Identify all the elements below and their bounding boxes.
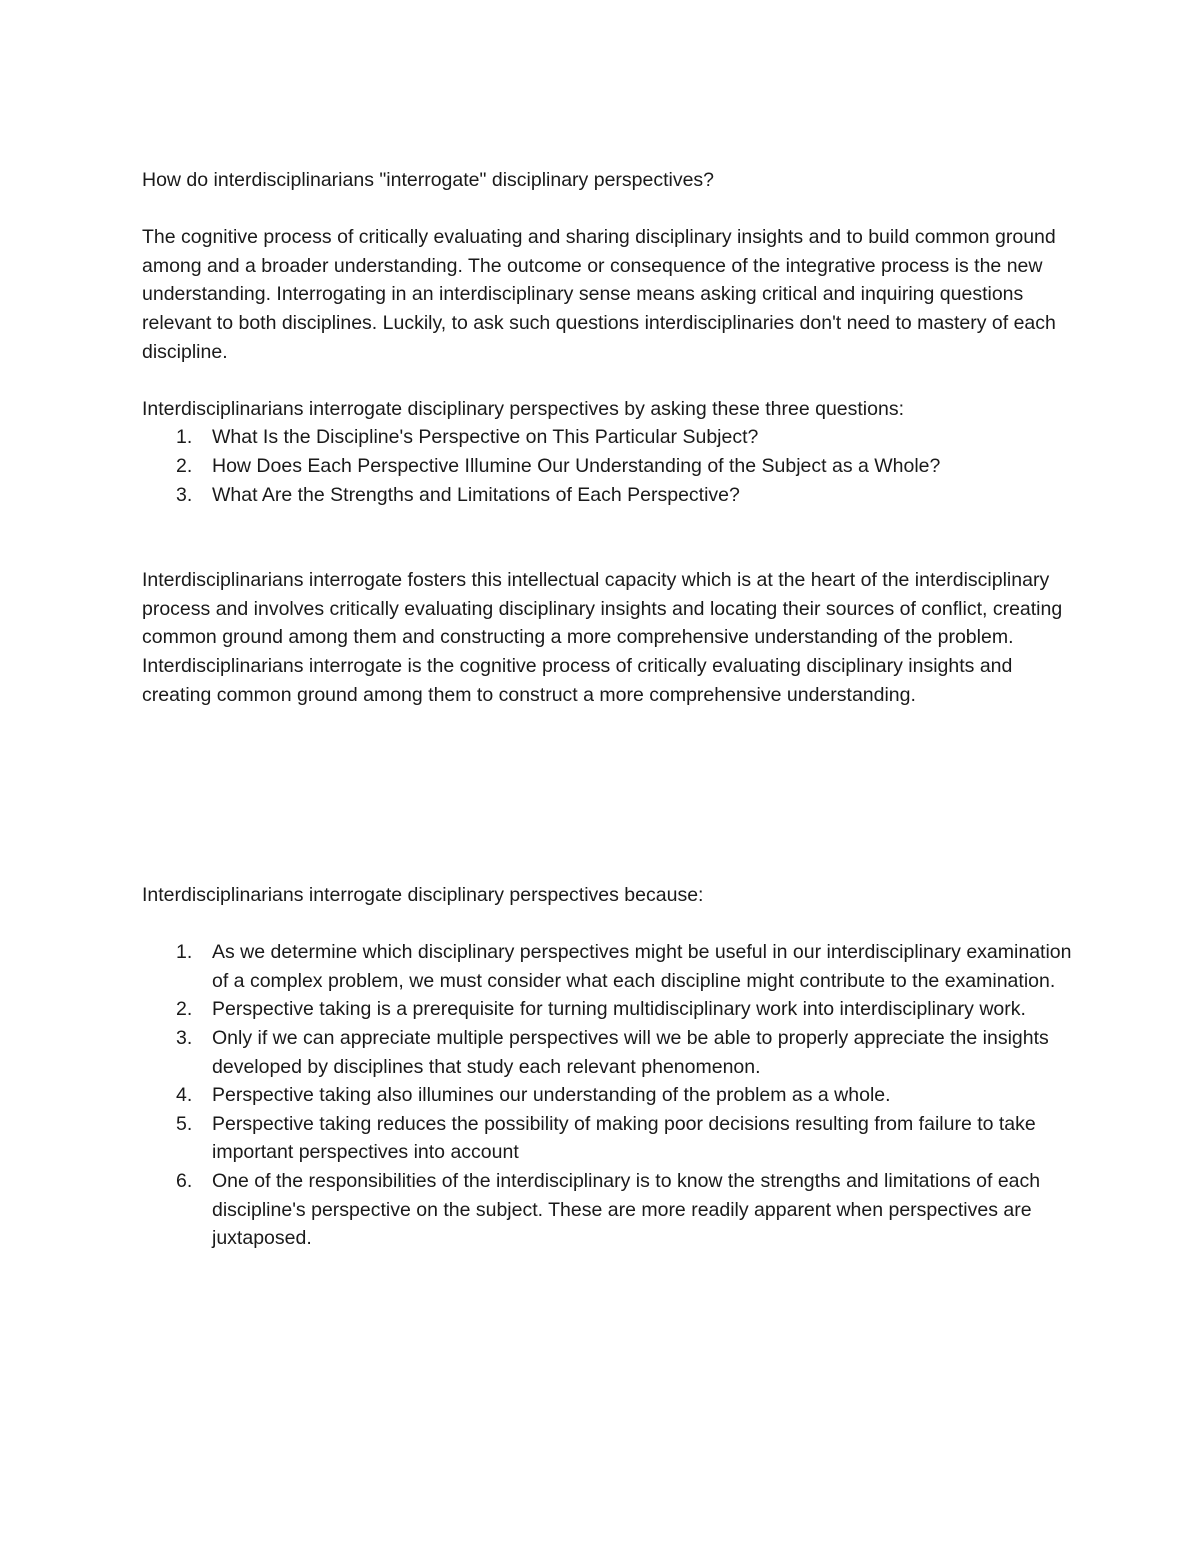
reasons-intro: Interdisciplinarians interrogate disciplinary perspectives because: xyxy=(142,884,704,907)
list-number: 2. xyxy=(176,454,193,477)
list-number: 3. xyxy=(176,1027,193,1050)
list-item-text: What Are the Strengths and Limitations of Each Perspective? xyxy=(212,483,740,506)
paragraph-capacity: Interdisciplinarians interrogate fosters this intellectual capacity which is at the heart of the interdisciplinary process and involves critically evaluating disciplinary insights and locating their sources of conflict, creating common ground among them and constructing a more comprehensive understanding of the problem. Interdisciplinarians interrogate is the cognitive process of critically evaluating disciplinary insights and creating common ground among them to construct a more comprehensive understanding. xyxy=(142,569,1063,706)
list-item xyxy=(142,423,1072,452)
list-item xyxy=(142,995,1072,1024)
list-number: 5. xyxy=(176,1112,193,1135)
list-item-text: Perspective taking reduces the possibility of making poor decisions resulting from failure to take important perspectives into account xyxy=(212,1112,1036,1164)
list-item xyxy=(142,1081,1072,1110)
paragraph-definition: The cognitive process of critically evaluating and sharing disciplinary insights and to build common ground among and a broader understanding. The outcome or consequence of the integrative process is the new understanding. Interrogating in an interdisciplinary sense means asking critical and inquiring questions relevant to both disciplines. Luckily, to ask such questions interdisciplinaries don't need to mastery of each discipline. xyxy=(142,226,1056,363)
list-number: 6. xyxy=(176,1170,193,1193)
list-item xyxy=(142,1024,1072,1081)
list-item xyxy=(142,938,1072,995)
spacer xyxy=(142,709,1072,881)
questions-list xyxy=(142,423,1072,509)
spacer xyxy=(142,366,1072,395)
list-item xyxy=(142,1110,1072,1167)
list-item xyxy=(142,452,1072,481)
list-number: 1. xyxy=(176,941,193,964)
list-item-text: Only if we can appreciate multiple perspectives will we be able to properly appreciate the insights developed by disciplines that study each relevant phenomenon. xyxy=(212,1027,1049,1078)
list-item xyxy=(142,1167,1072,1253)
list-number: 2. xyxy=(176,998,193,1021)
list-item-text: Perspective taking also illumines our understanding of the problem as a whole. xyxy=(212,1084,891,1107)
document-title: How do interdisciplinarians "interrogate" disciplinary perspectives? xyxy=(142,169,715,191)
list-item-text: What Is the Discipline's Perspective on This Particular Subject? xyxy=(212,426,759,449)
list-number: 3. xyxy=(176,483,193,506)
questions-intro: Interdisciplinarians interrogate disciplinary perspectives by asking these three questions: xyxy=(142,397,904,420)
reasons-list xyxy=(142,938,1072,1253)
spacer xyxy=(142,910,1072,939)
list-item-text: How Does Each Perspective Illumine Our Understanding of the Subject as a Whole? xyxy=(212,454,941,477)
spacer xyxy=(142,195,1072,224)
list-item xyxy=(142,481,1072,510)
list-item-text: One of the responsibilities of the interdisciplinary is to know the strengths and limitations of each discipline's perspective on the subject. These are more readily apparent when perspectives are juxtaposed. xyxy=(212,1170,1041,1250)
list-item-text: Perspective taking is a prerequisite for turning multidisciplinary work into interdisciplinary work. xyxy=(212,998,1026,1021)
document-page xyxy=(142,166,1072,1253)
list-item-text: As we determine which disciplinary perspectives might be useful in our interdisciplinary examination of a complex problem, we must consider what each discipline might contribute to the examination. xyxy=(212,941,1072,992)
list-number: 4. xyxy=(176,1084,193,1107)
list-number: 1. xyxy=(176,426,193,449)
spacer xyxy=(142,509,1072,566)
